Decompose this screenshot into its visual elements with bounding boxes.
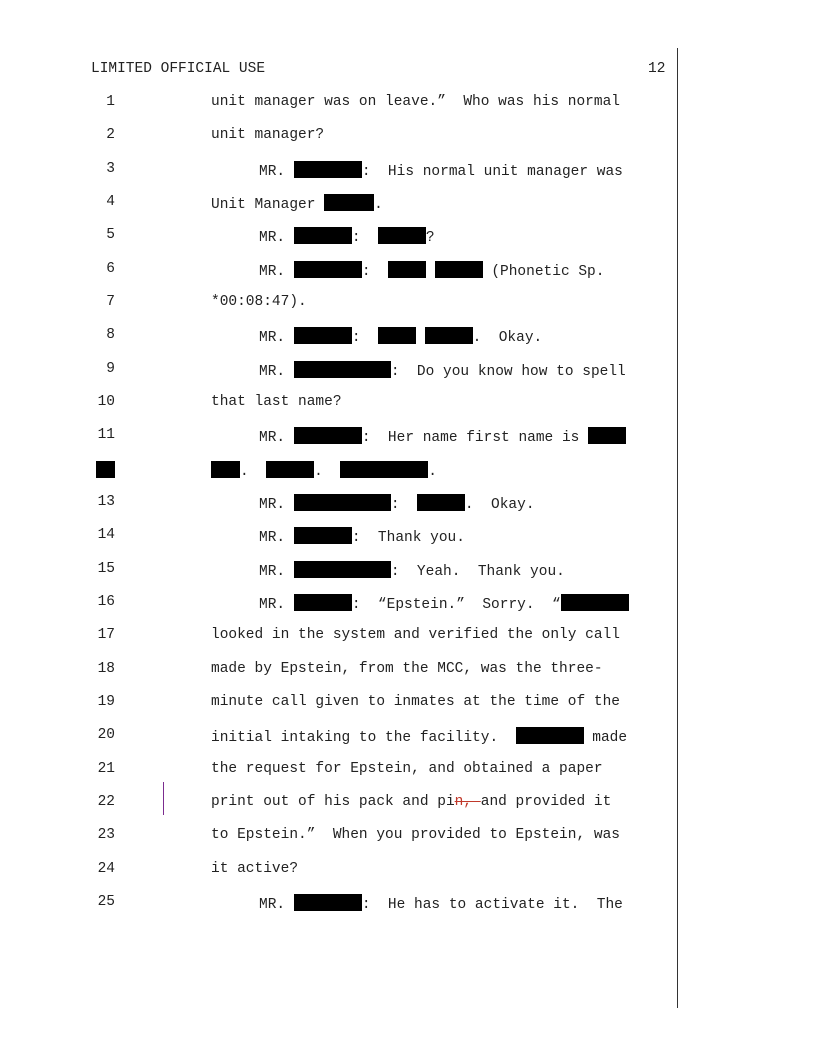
line-text: : Do you know how to spell xyxy=(390,364,626,380)
line-number: 20 xyxy=(97,727,115,743)
line-number: 23 xyxy=(97,827,115,843)
line-number: 4 xyxy=(106,194,115,210)
line-text: . xyxy=(428,464,437,480)
line-text xyxy=(416,330,425,346)
line-text: : His normal unit manager was xyxy=(361,164,623,180)
revision-bar xyxy=(163,782,164,815)
transcript-line xyxy=(259,361,626,380)
line-text: minute call given to inmates at the time of the xyxy=(211,694,620,710)
transcript-line xyxy=(259,561,565,580)
transcript-line xyxy=(259,527,465,546)
line-number: 16 xyxy=(97,594,115,610)
transcript-line xyxy=(211,694,620,710)
redaction-block xyxy=(516,727,584,744)
line-text: : xyxy=(351,330,378,346)
redaction-block xyxy=(324,194,374,211)
transcript-line xyxy=(211,794,611,810)
line-text: initial intaking to the facility. xyxy=(211,730,516,746)
redaction-block xyxy=(294,894,362,911)
line-number: 8 xyxy=(106,327,115,343)
transcript-line xyxy=(259,427,626,446)
line-text: : “Epstein.” Sorry. “ xyxy=(351,597,561,613)
page-header-classification: LIMITED OFFICIAL USE xyxy=(91,61,266,77)
line-text: : Thank you. xyxy=(351,530,465,546)
line-text: the request for Epstein, and obtained a paper xyxy=(211,761,603,777)
line-text: MR. xyxy=(259,364,294,380)
line-text: unit manager? xyxy=(211,127,325,143)
line-text: : Yeah. Thank you. xyxy=(390,564,565,580)
transcript-line xyxy=(211,461,437,480)
line-text: made xyxy=(583,730,628,746)
transcript-line xyxy=(211,827,620,843)
line-number: 19 xyxy=(97,694,115,710)
redaction-block xyxy=(378,327,416,344)
line-text: *00:08:47). xyxy=(211,294,307,310)
line-text: MR. xyxy=(259,597,294,613)
transcript-line xyxy=(211,94,620,110)
line-number: 18 xyxy=(97,661,115,677)
line-text xyxy=(426,264,435,280)
line-text: MR. xyxy=(259,230,294,246)
line-number: 15 xyxy=(97,561,115,577)
line-text: it active? xyxy=(211,861,299,877)
transcript-line xyxy=(259,494,535,513)
page-number: 12 xyxy=(648,61,666,77)
line-text: : xyxy=(390,497,417,513)
transcript-line xyxy=(211,294,307,310)
redaction-block xyxy=(435,261,483,278)
transcript-line xyxy=(259,894,623,913)
line-text: to Epstein.” When you provided to Epstein, was xyxy=(211,827,620,843)
line-text: MR. xyxy=(259,330,294,346)
redaction-block xyxy=(294,494,391,511)
line-text: MR. xyxy=(259,164,294,180)
struck-text: n, xyxy=(454,794,481,810)
line-text: . xyxy=(314,464,341,480)
line-text: looked in the system and verified the only call xyxy=(211,627,620,643)
right-margin-rule xyxy=(677,48,678,1008)
line-text: MR. xyxy=(259,530,294,546)
line-text: MR. xyxy=(259,897,294,913)
redaction-block xyxy=(294,594,352,611)
redaction-block xyxy=(561,594,629,611)
transcript-line xyxy=(211,761,603,777)
line-number: 2 xyxy=(106,127,115,143)
transcript-line xyxy=(211,394,342,410)
transcript-line xyxy=(211,727,627,746)
line-number: 9 xyxy=(106,361,115,377)
line-text: : He has to activate it. The xyxy=(361,897,623,913)
transcript-line xyxy=(259,161,623,180)
transcript-line xyxy=(259,261,604,280)
redaction-block xyxy=(294,261,362,278)
line-text: that last name? xyxy=(211,394,342,410)
redaction-block xyxy=(340,461,428,478)
transcript-line xyxy=(259,594,629,613)
redaction-block xyxy=(378,227,426,244)
redaction-block xyxy=(294,527,352,544)
transcript-line xyxy=(211,861,298,877)
line-number: 14 xyxy=(97,527,115,543)
line-number: 13 xyxy=(97,494,115,510)
line-text: : xyxy=(361,264,388,280)
line-text: ? xyxy=(425,230,435,246)
line-number: 7 xyxy=(106,294,115,310)
line-number: 10 xyxy=(97,394,115,410)
redaction-block xyxy=(294,427,362,444)
redaction-block xyxy=(417,494,465,511)
transcript-line xyxy=(211,194,383,213)
redaction-block xyxy=(588,427,626,444)
redaction-block xyxy=(294,361,391,378)
line-number: 5 xyxy=(106,227,115,243)
transcript-line xyxy=(259,227,435,246)
line-text: : Her name first name is xyxy=(361,430,589,446)
transcript-line xyxy=(259,327,542,346)
line-text: Unit Manager xyxy=(211,197,325,213)
line-number: 1 xyxy=(106,94,115,110)
redaction-block xyxy=(388,261,426,278)
line-text: . Okay. xyxy=(472,330,543,346)
line-number: 3 xyxy=(106,161,115,177)
redaction-block xyxy=(425,327,473,344)
line-text: . xyxy=(240,464,267,480)
transcript-line xyxy=(211,627,620,643)
line-number: 6 xyxy=(106,261,115,277)
line-number: 21 xyxy=(97,761,115,777)
line-text: made by Epstein, from the MCC, was the three- xyxy=(211,661,603,677)
line-number: 24 xyxy=(97,861,115,877)
redaction-block xyxy=(96,461,115,478)
redaction-block xyxy=(294,327,352,344)
line-number: 17 xyxy=(97,627,115,643)
line-number: 25 xyxy=(97,894,115,910)
line-text: : xyxy=(351,230,378,246)
line-number: 11 xyxy=(97,427,115,443)
line-text: . xyxy=(374,197,383,213)
line-number: 22 xyxy=(97,794,115,810)
line-text: unit manager was on leave.” Who was his normal xyxy=(211,94,620,110)
transcript-line xyxy=(211,127,324,143)
redaction-block xyxy=(294,561,391,578)
line-text: and provided it xyxy=(480,794,612,810)
line-text: print out of his pack and pi xyxy=(211,794,455,810)
line-text: MR. xyxy=(259,264,294,280)
line-text: MR. xyxy=(259,497,294,513)
redaction-block xyxy=(294,161,362,178)
redaction-block xyxy=(294,227,352,244)
line-text: (Phonetic Sp. xyxy=(482,264,605,280)
line-text: MR. xyxy=(259,430,294,446)
redaction-block xyxy=(266,461,314,478)
redaction-block xyxy=(211,461,240,478)
transcript-line xyxy=(211,661,603,677)
line-text: . Okay. xyxy=(464,497,535,513)
line-text: MR. xyxy=(259,564,294,580)
